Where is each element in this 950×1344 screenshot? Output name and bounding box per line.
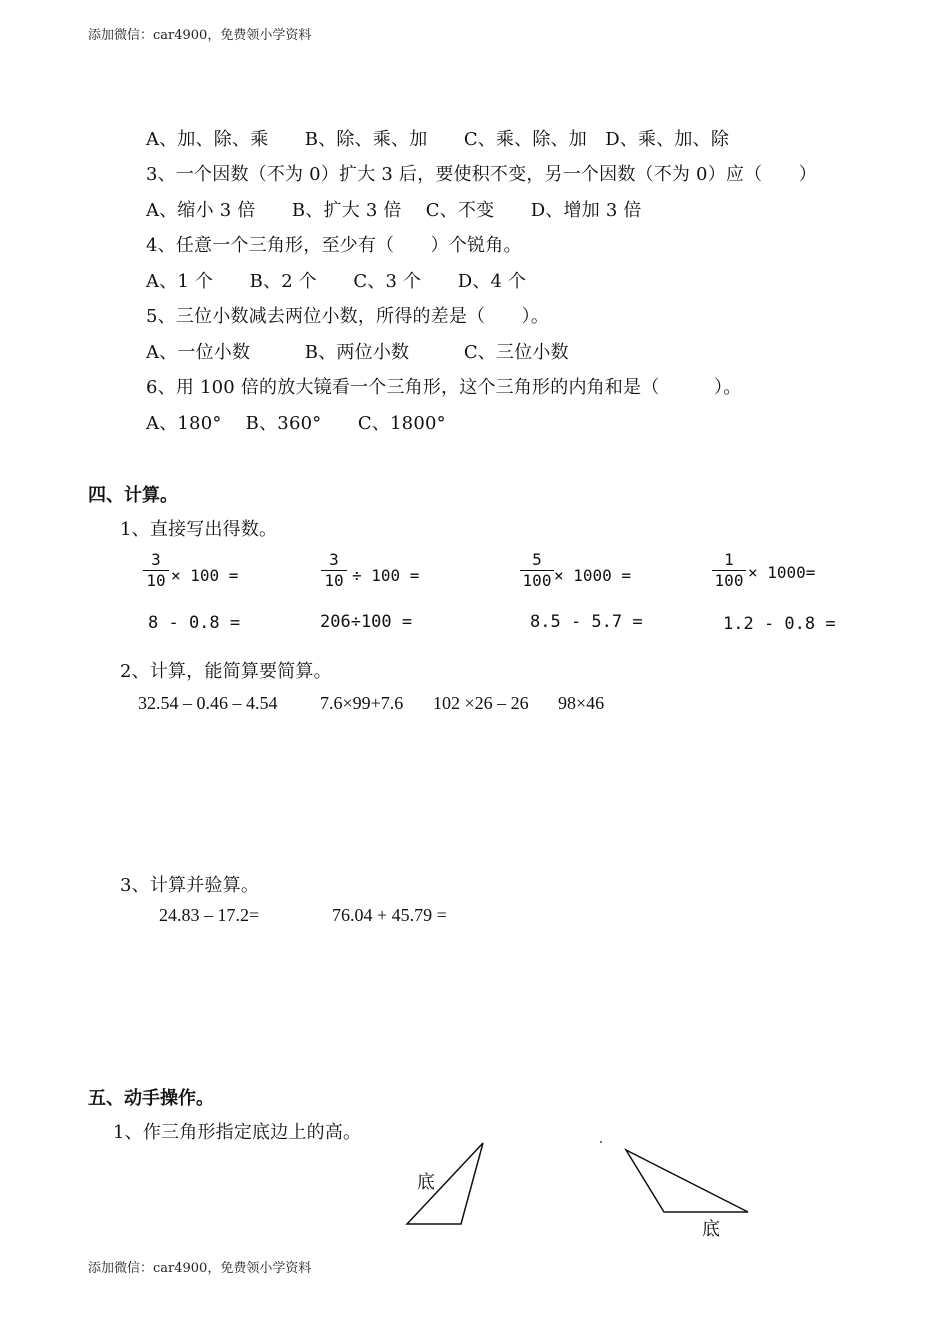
question-5: 5、三位小数减去两位小数，所得的差是（ ）。 (146, 306, 550, 327)
calc-row2-item-4: 1.2 - 0.8 = (723, 614, 836, 634)
stray-dot (600, 1141, 602, 1143)
q2-options: A、加、除、乘 B、除、乘、加 C、乘、除、加 D、乘、加、除 (146, 129, 730, 150)
fraction-3-numerator: 5 (532, 550, 542, 569)
calc-row2-item-1: 8 - 0.8 = (148, 613, 241, 633)
fraction-4-denominator: 100 (714, 571, 744, 590)
expression-3: 102 ×26 – 26 (433, 693, 529, 713)
page-footer: 添加微信：car4900，免费领小学资料 (88, 1261, 312, 1276)
verify-expression-2: 76.04 + 45.79 = (332, 905, 447, 925)
expression-2: 7.6×99+7.6 (320, 693, 404, 713)
triangle-2 (626, 1150, 748, 1212)
fraction-2-numerator: 3 (329, 550, 339, 569)
fraction-1-operation: × 100 = (171, 566, 239, 585)
triangle-1-base-label: 底 (417, 1172, 435, 1193)
expression-4: 98×46 (558, 693, 605, 713)
question-4: 4、任意一个三角形，至少有（ ）个锐角。 (146, 235, 522, 256)
fraction-2-denominator: 10 (324, 571, 344, 590)
fraction-4-numerator: 1 (724, 550, 734, 569)
q3-options: A、缩小 3 倍 B、扩大 3 倍 C、不变 D、增加 3 倍 (146, 200, 642, 221)
section-4-sub2: 2、计算，能简算要简算。 (120, 661, 332, 682)
calc-row2-item-3: 8.5 - 5.7 = (530, 612, 643, 632)
triangle-2-base-label: 底 (702, 1219, 720, 1240)
section-4-title: 四、计算。 (88, 485, 178, 506)
section-4-sub3: 3、计算并验算。 (120, 875, 260, 896)
section-5-title: 五、动手操作。 (88, 1088, 214, 1109)
page-header: 添加微信：car4900，免费领小学资料 (88, 28, 312, 43)
section-4-sub1: 1、直接写出得数。 (120, 519, 278, 540)
verify-expression-1: 24.83 – 17.2= (159, 905, 260, 925)
q5-options: A、一位小数 B、两位小数 C、三位小数 (146, 342, 569, 363)
calc-row2-item-2: 206÷100 = (320, 612, 413, 632)
fraction-3-operation: × 1000 = (554, 566, 632, 585)
fraction-2-operation: ÷ 100 = (352, 566, 420, 585)
fraction-1-numerator: 3 (151, 550, 161, 569)
question-6: 6、用 100 倍的放大镜看一个三角形，这个三角形的内角和是（ ）。 (146, 377, 742, 398)
q4-options: A、1 个 B、2 个 C、3 个 D、4 个 (146, 271, 527, 292)
fraction-3-denominator: 100 (522, 571, 552, 590)
section-5-sub1: 1、作三角形指定底边上的高。 (113, 1122, 362, 1143)
fraction-1-denominator: 10 (146, 571, 166, 590)
question-3: 3、一个因数（不为 0）扩大 3 后，要使积不变，另一个因数（不为 0）应（ ） (146, 164, 817, 185)
q6-options: A、180° B、360° C、1800° (146, 413, 446, 434)
expression-1: 32.54 – 0.46 – 4.54 (138, 693, 278, 713)
fraction-4-operation: × 1000= (748, 563, 816, 582)
